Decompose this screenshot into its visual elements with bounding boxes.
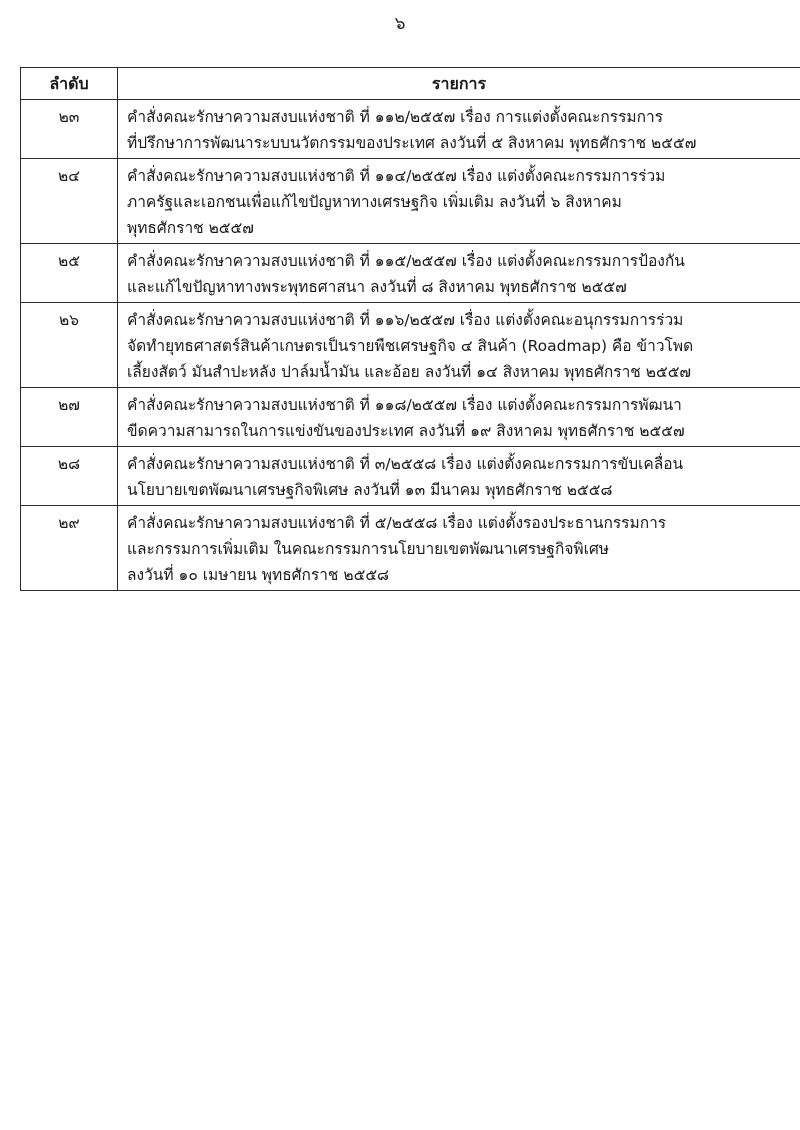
row-number: ๒๗ — [21, 388, 118, 447]
description-line: คำสั่งคณะรักษาความสงบแห่งชาติ ที่ ๕/๒๕๕๘ เรื่อง แต่งตั้งรองประธานกรรมการ — [127, 514, 667, 532]
row-number: ๒๔ — [21, 159, 118, 244]
orders-table — [20, 67, 800, 591]
description-line: จัดทำยุทธศาสตร์สินค้าเกษตรเป็นรายพืชเศรษฐกิจ ๔ สินค้า (Roadmap) คือ ข้าวโพด — [127, 337, 694, 355]
description-line: และกรรมการเพิ่มเติม ในคณะกรรมการนโยบายเขตพัฒนาเศรษฐกิจพิเศษ — [127, 540, 609, 558]
description-line: เลี้ยงสัตว์ มันสำปะหลัง ปาล์มน้ำมัน และอ้อย ลงวันที่ ๑๔ สิงหาคม พุทธศักราช ๒๕๕๗ — [127, 363, 692, 381]
table-row — [21, 159, 800, 244]
table-row — [21, 388, 800, 447]
header-item: รายการ — [118, 68, 800, 100]
row-description — [118, 506, 800, 591]
description-line: คำสั่งคณะรักษาความสงบแห่งชาติ ที่ ๑๑๕/๒๕๕๗ เรื่อง แต่งตั้งคณะกรรมการป้องกัน — [127, 252, 685, 270]
row-description — [118, 447, 800, 506]
description-line: พุทธศักราช ๒๕๕๗ — [127, 219, 254, 237]
row-number: ๒๕ — [21, 244, 118, 303]
page-number: ๖ — [394, 14, 406, 34]
description-line: คำสั่งคณะรักษาความสงบแห่งชาติ ที่ ๓/๒๕๕๘ เรื่อง แต่งตั้งคณะกรรมการขับเคลื่อน — [127, 455, 684, 473]
row-number: ๒๙ — [21, 506, 118, 591]
description-line: ภาครัฐและเอกชนเพื่อแก้ไขปัญหาทางเศรษฐกิจ เพิ่มเติม ลงวันที่ ๖ สิงหาคม — [127, 193, 622, 211]
row-description — [118, 303, 800, 388]
table-body — [21, 100, 800, 591]
description-line: คำสั่งคณะรักษาความสงบแห่งชาติ ที่ ๑๑๖/๒๕๕๗ เรื่อง แต่งตั้งคณะอนุกรรมการร่วม — [127, 311, 684, 329]
row-description — [118, 100, 800, 159]
row-description — [118, 388, 800, 447]
description-line: คำสั่งคณะรักษาความสงบแห่งชาติ ที่ ๑๑๒/๒๕๕๗ เรื่อง การแต่งตั้งคณะกรรมการ — [127, 108, 664, 126]
description-line: ลงวันที่ ๑๐ เมษายน พุทธศักราช ๒๕๕๘ — [127, 566, 390, 584]
row-description — [118, 244, 800, 303]
row-number: ๒๓ — [21, 100, 118, 159]
header-order: ลำดับ — [21, 68, 118, 100]
table-row — [21, 303, 800, 388]
description-line: คำสั่งคณะรักษาความสงบแห่งชาติ ที่ ๑๑๘/๒๕๕๗ เรื่อง แต่งตั้งคณะกรรมการพัฒนา — [127, 396, 682, 414]
row-number: ๒๖ — [21, 303, 118, 388]
table-header — [21, 68, 800, 100]
row-description — [118, 159, 800, 244]
description-line: ขีดความสามารถในการแข่งขันของประเทศ ลงวันที่ ๑๙ สิงหาคม พุทธศักราช ๒๕๕๗ — [127, 422, 685, 440]
row-number: ๒๘ — [21, 447, 118, 506]
table-row — [21, 506, 800, 591]
description-line: และแก้ไขปัญหาทางพระพุทธศาสนา ลงวันที่ ๘ สิงหาคม พุทธศักราช ๒๕๕๗ — [127, 278, 627, 296]
description-line: นโยบายเขตพัฒนาเศรษฐกิจพิเศษ ลงวันที่ ๑๓ มีนาคม พุทธศักราช ๒๕๕๘ — [127, 481, 613, 499]
table-row — [21, 447, 800, 506]
description-line: คำสั่งคณะรักษาความสงบแห่งชาติ ที่ ๑๑๔/๒๕๕๗ เรื่อง แต่งตั้งคณะกรรมการร่วม — [127, 167, 666, 185]
table-header-row — [21, 68, 800, 100]
table-row — [21, 100, 800, 159]
table-row — [21, 244, 800, 303]
description-line: ที่ปรึกษาการพัฒนาระบบนวัตกรรมของประเทศ ลงวันที่ ๕ สิงหาคม พุทธศักราช ๒๕๕๗ — [127, 134, 697, 152]
